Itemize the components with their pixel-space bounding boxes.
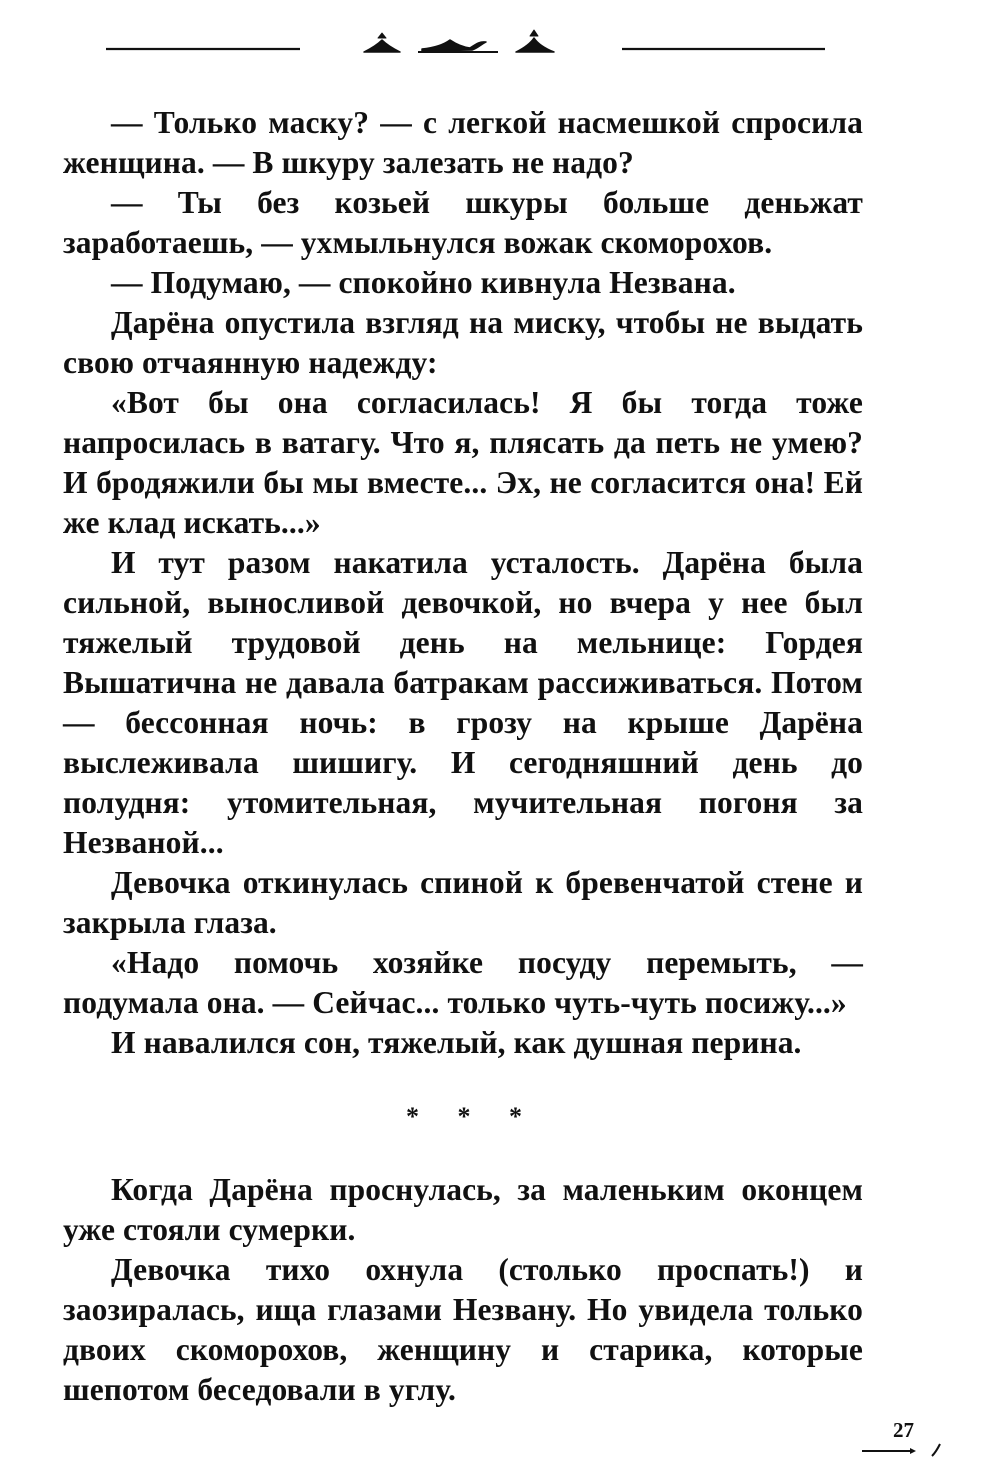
paragraph: — Только маску? — с легкой насмешкой спросила женщина. — В шкуру залезать не надо? (63, 105, 863, 180)
paragraph: Когда Дарёна проснулась, за маленьким оконцем уже стояли сумерки. (63, 1172, 863, 1247)
paragraph: И тут разом накатила усталость. Дарёна была сильной, выносливой девочкой, но вчера у нее был тяжелый трудовой день на мельнице: Гордея Вышатична не давала батракам рассиживаться. Потом — бессонная ночь: в грозу на крыше Дарёна выслеживала шишигу. И сегодняшний день до полудня: утомительная, мучительная погоня за Незваной... (63, 545, 863, 860)
section-break: * * * (406, 1101, 538, 1131)
paragraph: Дарёна опустила взгляд на миску, чтобы не выдать свою отчаянную надежду: (63, 305, 863, 380)
header-ornament (100, 22, 835, 72)
paragraph: Девочка откинулась спиной к бревенчатой стене и закрыла глаза. (63, 865, 863, 940)
paragraph: И навалился сон, тяжелый, как душная перина. (111, 1025, 802, 1060)
paragraph: — Подумаю, — спокойно кивнула Незвана. (111, 265, 736, 300)
paragraph: «Вот бы она согласилась! Я бы тогда тоже напросилась в ватагу. Что я, плясать да петь не умею? И бродяжили бы мы вместе... Эх, не согласится она! Ей же клад искать...» (63, 385, 863, 540)
page-text (63, 103, 863, 1410)
paragraph: «Надо помочь хозяйке посуду перемыть, — подумала она. — Сейчас... только чуть-чуть посижу...» (63, 945, 863, 1020)
footer-flourish (860, 1442, 960, 1466)
page-number: 27 (893, 1418, 914, 1442)
paragraph: Девочка тихо охнула (столько проспать!) и заозиралась, ища глазами Незвану. Но увидела только двоих скоморохов, женщину и старика, которые шепотом беседовали в углу. (63, 1252, 863, 1407)
paragraph: — Ты без козьей шкуры больше деньжат заработаешь, — ухмыльнулся вожак скоморохов. (63, 185, 863, 260)
